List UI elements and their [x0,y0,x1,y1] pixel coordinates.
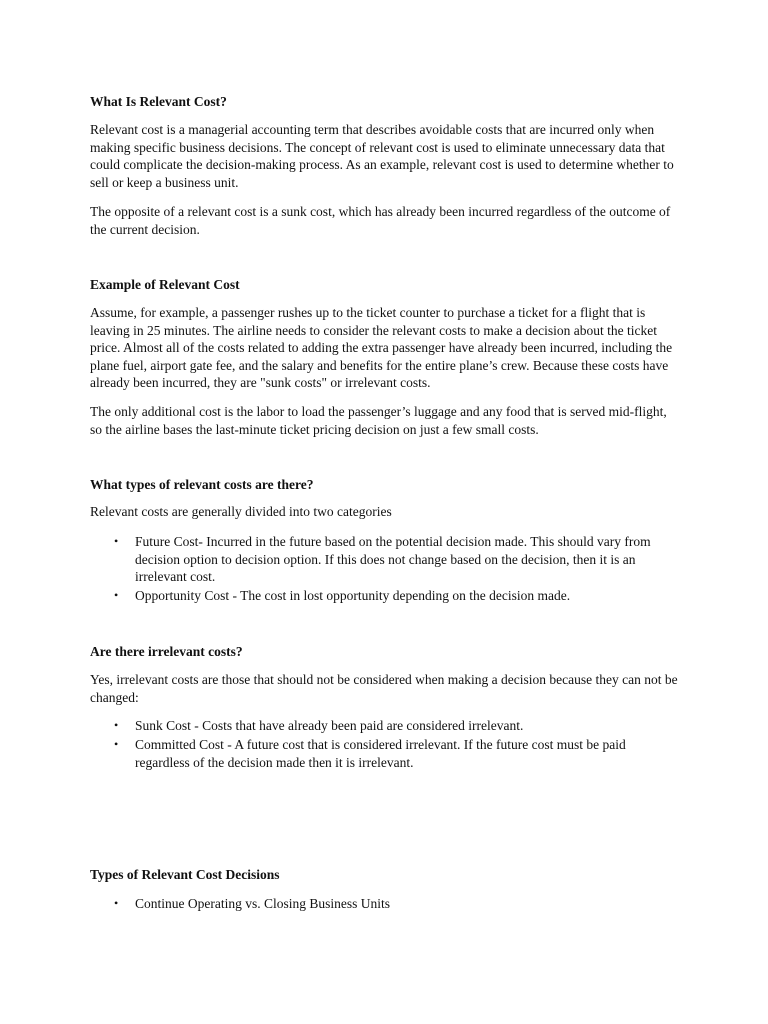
bullet-icon: • [114,896,119,910]
section-heading-relevant-cost-decisions: Types of Relevant Cost Decisions [90,867,280,882]
list-item-text: Committed Cost - A future cost that is considered irrelevant. If the future cost must be paid regardless of the decision made then it is irrelevant. [135,737,626,770]
bullet-list [90,895,680,914]
section-heading-example-of-relevant-cost: Example of Relevant Cost [90,277,240,292]
paragraph: Assume, for example, a passenger rushes up to the ticket counter to purchase a ticket for a flight that is leaving in 25 minutes. The airline needs to consider the relevant costs to make a decision about the ticket price. Almost all of the costs related to adding the extra passenger have already been incurred, including the plane fuel, airport gate fee, and the salary and benefits for the entire plane’s crew. Because these costs have already been incurred, they are "sunk costs" or irrelevant costs. [90,305,673,390]
bullet-icon: • [114,534,119,548]
bullet-icon: • [114,588,119,602]
list-item-text: Opportunity Cost - The cost in lost opportunity depending on the decision made. [135,588,571,603]
section-heading-irrelevant-costs: Are there irrelevant costs? [90,644,243,659]
paragraph: Relevant cost is a managerial accounting term that describes avoidable costs that are incurred only when making specific business decisions. The concept of relevant cost is used to eliminate unnecessary data that could complicate the decision-making process. As an example, relevant cost is used to determine whether to sell or keep a business unit. [90,122,674,190]
bullet-list [90,717,680,773]
list-item [90,533,680,586]
paragraph: Relevant costs are generally divided into two categories [90,504,392,519]
list-item-text: Continue Operating vs. Closing Business Units [135,896,391,911]
list-item-text: Future Cost- Incurred in the future based on the potential decision made. This should vary from decision option to decision option. If this does not change based on the decision, then it is an irrelevant cost. [135,534,651,584]
paragraph: Yes, irrelevant costs are those that should not be considered when making a decision because they can not be changed: [90,672,678,705]
paragraph: The opposite of a relevant cost is a sunk cost, which has already been incurred regardless of the outcome of the current decision. [90,204,671,237]
paragraph: The only additional cost is the labor to load the passenger’s luggage and any food that is served mid-flight, so the airline bases the last-minute ticket pricing decision on just a few small costs. [90,404,667,437]
bullet-list [90,533,680,606]
section-heading-types-of-relevant-costs: What types of relevant costs are there? [90,477,314,492]
list-item [90,717,680,735]
bullet-icon: • [114,718,119,732]
list-item [90,736,680,771]
list-item [90,895,680,913]
bullet-icon: • [114,737,119,751]
list-item [90,587,680,605]
list-item-text: Sunk Cost - Costs that have already been paid are considered irrelevant. [135,718,524,733]
section-heading-what-is-relevant-cost: What Is Relevant Cost? [90,94,227,109]
